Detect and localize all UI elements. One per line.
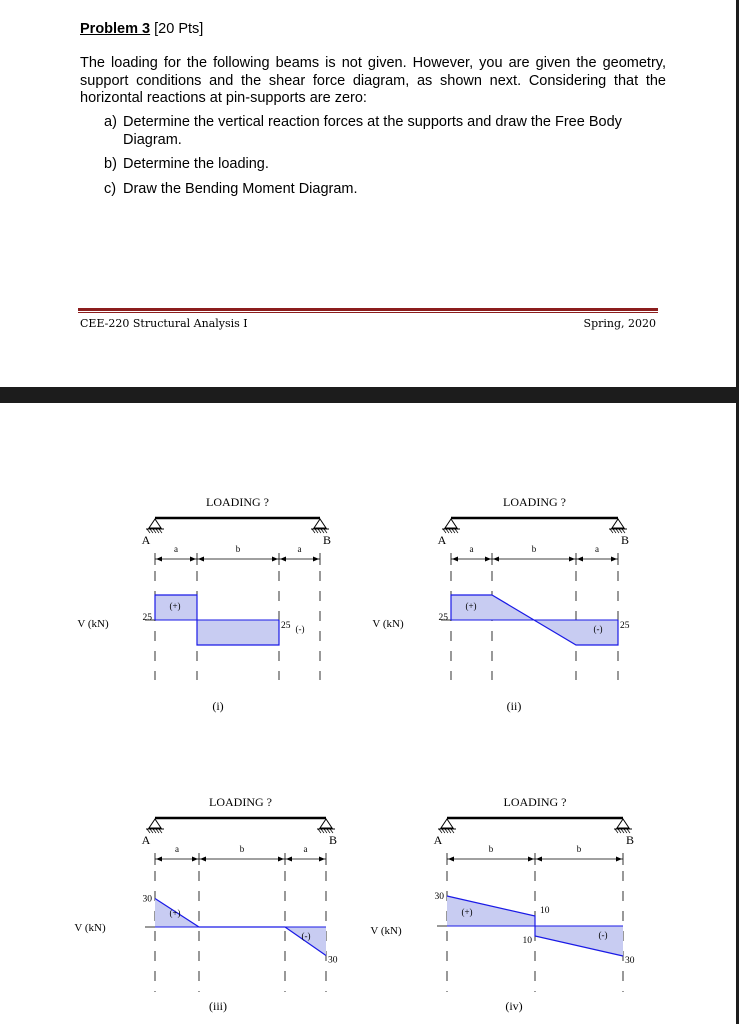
support-hatch <box>615 829 618 833</box>
support-hatch <box>324 829 327 833</box>
span-label: b <box>235 544 241 554</box>
task-label: c) <box>104 180 117 197</box>
pin-support-icon <box>149 819 161 828</box>
dimension-arrow <box>280 557 286 562</box>
dimension-arrow <box>190 557 196 562</box>
dimension-arrow <box>278 857 284 862</box>
dimension-arrow <box>200 857 206 862</box>
value-label: 30 <box>142 894 152 905</box>
task-label: a) <box>104 114 117 130</box>
support-label-a: A <box>433 833 443 847</box>
support-hatch <box>610 529 613 533</box>
span-label: b <box>239 844 245 854</box>
pin-support-icon <box>445 519 457 528</box>
dimension-arrow <box>286 857 292 862</box>
span-label: a <box>595 544 599 554</box>
task-text: Determine the loading. <box>123 156 269 172</box>
span-label: b <box>531 544 537 554</box>
diagram-caption: (ii) <box>506 699 522 713</box>
dimension-arrow <box>493 557 499 562</box>
problem-points: [20 Pts] <box>154 21 204 37</box>
support-label-a: A <box>437 533 447 547</box>
dimension-arrow <box>577 557 583 562</box>
positive-sign: (+) <box>465 601 477 611</box>
problem-heading <box>80 21 203 37</box>
axis-label: V (kN) <box>77 618 109 630</box>
support-hatch <box>616 529 619 533</box>
span-label: a <box>469 544 474 554</box>
support-hatch <box>156 529 159 533</box>
page-break-bar <box>0 387 739 403</box>
pin-support-icon <box>314 519 326 528</box>
support-hatch <box>318 829 321 833</box>
task-text: Determine the vertical reaction forces at the supports and draw the Free Body Diagram. <box>123 114 622 148</box>
task-label: b) <box>104 156 117 172</box>
span-label: a <box>297 544 302 554</box>
dimension-arrow <box>156 857 162 862</box>
support-hatch <box>618 829 621 833</box>
support-hatch <box>613 529 616 533</box>
support-hatch <box>446 529 449 533</box>
axis-label: V (kN) <box>370 925 402 937</box>
support-label-b: B <box>328 833 338 847</box>
support-label-b: B <box>620 533 630 547</box>
value-label: 30 <box>625 956 635 966</box>
diagram-caption: (iv) <box>505 999 523 1013</box>
support-hatch <box>156 829 159 833</box>
shear-diagrams <box>0 403 736 1024</box>
support-hatch <box>455 529 458 533</box>
positive-sign: (+) <box>169 601 181 611</box>
support-label-a: A <box>141 533 151 547</box>
loading-label: LOADING ? <box>503 495 566 509</box>
support-label-b: B <box>322 533 332 547</box>
task-item <box>104 156 664 174</box>
span-label: b <box>488 844 494 854</box>
diagram-caption: (iii) <box>209 999 227 1013</box>
support-hatch <box>445 829 448 833</box>
dimension-arrow <box>198 557 204 562</box>
dimension-arrow <box>536 857 542 862</box>
dimension-arrow <box>319 857 325 862</box>
task-item <box>104 181 664 199</box>
value-label: 10 <box>540 906 550 916</box>
dimension-arrow <box>192 857 198 862</box>
dimension-arrow <box>611 557 617 562</box>
loading-label: LOADING ? <box>503 795 567 809</box>
pin-support-icon <box>320 819 332 828</box>
support-hatch <box>318 529 321 533</box>
task-list <box>104 114 664 205</box>
value-label: 10 <box>522 936 532 946</box>
support-hatch <box>150 529 153 533</box>
support-hatch <box>451 829 454 833</box>
span-label: b <box>576 844 582 854</box>
problem-title: Problem 3 <box>80 21 151 37</box>
support-hatch <box>452 529 455 533</box>
negative-sign: (-) <box>301 931 311 941</box>
support-hatch <box>159 829 162 833</box>
span-label: a <box>303 844 308 854</box>
support-hatch <box>153 829 156 833</box>
span-label: a <box>174 544 178 554</box>
value-label: 25 <box>281 621 291 631</box>
footer-rule <box>78 308 658 311</box>
axis-label: V (kN) <box>372 618 404 630</box>
support-hatch <box>150 829 153 833</box>
dimension-arrow <box>313 557 319 562</box>
loading-label: LOADING ? <box>209 795 272 809</box>
dimension-arrow <box>528 857 534 862</box>
support-label-b: B <box>625 833 635 847</box>
support-hatch <box>321 829 324 833</box>
support-hatch <box>312 529 315 533</box>
support-hatch <box>448 829 451 833</box>
value-label: 30 <box>328 955 338 966</box>
support-hatch <box>153 529 156 533</box>
footer-course: CEE-220 Structural Analysis I <box>80 317 248 330</box>
negative-sign: (-) <box>593 624 603 634</box>
footer-term: Spring, 2020 <box>583 317 656 330</box>
dimension-arrow <box>448 857 454 862</box>
value-label: 25 <box>142 613 152 623</box>
pin-support-icon <box>441 819 453 828</box>
value-label: 25 <box>438 613 448 623</box>
pin-support-icon <box>149 519 161 528</box>
value-label: 25 <box>620 621 630 631</box>
support-label-a: A <box>141 833 151 847</box>
task-text: Draw the Bending Moment Diagram. <box>123 180 358 197</box>
dimension-arrow <box>485 557 491 562</box>
footer-rule-thin <box>78 312 658 313</box>
dimension-arrow <box>452 557 458 562</box>
support-hatch <box>442 829 445 833</box>
loading-label: LOADING ? <box>206 495 269 509</box>
support-hatch <box>621 829 624 833</box>
support-hatch <box>449 529 452 533</box>
axis-label: V (kN) <box>74 922 106 934</box>
dimension-arrow <box>616 857 622 862</box>
task-item <box>104 114 664 149</box>
dimension-arrow <box>272 557 278 562</box>
positive-sign: (+) <box>461 907 473 917</box>
negative-sign: (-) <box>598 930 608 940</box>
support-hatch <box>159 529 162 533</box>
support-hatch <box>315 529 318 533</box>
positive-sign: (+) <box>169 908 181 918</box>
diagram-caption: (i) <box>212 699 224 713</box>
span-label: a <box>175 844 179 854</box>
pin-support-icon <box>612 519 624 528</box>
value-label: 30 <box>434 892 444 902</box>
dimension-arrow <box>569 557 575 562</box>
document-page <box>0 0 739 387</box>
negative-sign: (-) <box>295 624 305 634</box>
dimension-arrow <box>156 557 162 562</box>
problem-intro: The loading for the following beams is not given. However, you are given the geometry, support conditions and the shear force diagram, as shown next. Considering that the horizontal reactions at pin-supports are zero: <box>80 55 666 106</box>
pin-support-icon <box>617 819 629 828</box>
